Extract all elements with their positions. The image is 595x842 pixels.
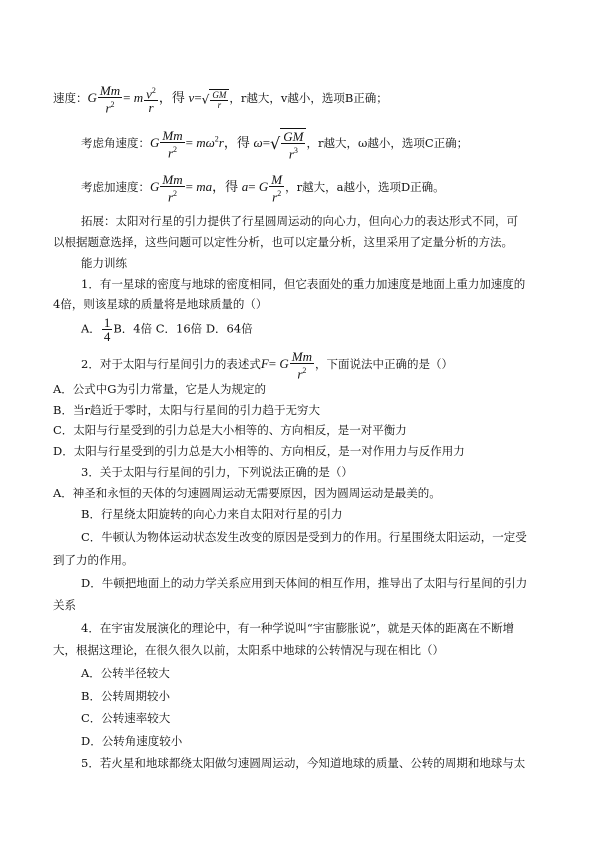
q2-stem (81, 350, 453, 380)
angular-conclusion: ，r越大，ω越小，选项C正确； (306, 136, 469, 151)
q2-option-b: B．当r趋近于零时，太阳与行星间的引力趋于无穷大 (53, 403, 320, 417)
q1-option-a-fraction: $\frac{1}{4}$ (103, 315, 111, 344)
q5-stem: 5．若火星和地球都绕太阳做匀速圆周运动，今知道地球的质量、公转的周期和地球与太 (81, 756, 526, 770)
q2-stem-text: 2．对于太阳与行星间引力的表述式 (81, 357, 261, 372)
q3-option-d-2: 关系 (53, 598, 76, 612)
q4-option-a: A．公转半径较大 (81, 666, 170, 680)
q4-stem-2: 大，根据这理论，在很久很久以前，太阳系中地球的公转情况与现在相比（） (53, 643, 444, 657)
q2-formula: F= G $\frac{Mm}{r^2}$ (260, 349, 312, 382)
velocity-formula: G $\frac{Mm}{r^2}$ = m $\frac{v^2}{r}$ (87, 83, 156, 116)
acceleration-line: 考虑加速度：G $\frac{Mm}{r^2}$ = ma，得 a= G $\frac{M}{r^2}$ ，r越大，a越小，选项D正确。 (81, 172, 445, 205)
q2-option-d: D．太阳与行星受到的引力总是大小相等的、方向相反，是一对作用力与反作用力 (53, 444, 465, 458)
q3-stem: 3．关于太阳与行星间的引力，下列说法正确的是（） (81, 465, 353, 479)
velocity-conclusion: ，r越大，v越小，选项B正确； (229, 91, 388, 106)
q1-options-rest: B．4倍 C．16倍 D．64倍 (113, 321, 253, 336)
acceleration-formula: G $\frac{Mm}{r^2}$ = ma (150, 172, 213, 205)
velocity-result: v=√ $\frac{GM}{r}$ (189, 90, 230, 105)
acceleration-label: 考虑加速度： (81, 180, 150, 195)
q2-option-c: C．太阳与行星受到的引力总是大小相等的、方向相反，是一对平衡力 (53, 423, 407, 437)
q1-options (81, 316, 253, 343)
q1-stem-1: 1．有一星球的密度与地球的密度相同，但它表面处的重力加速度是地面上重力加速度的 (81, 277, 526, 291)
section-title: 能力训练 (81, 256, 127, 270)
velocity-label: 速度： (53, 91, 88, 106)
q2-option-a: A．公式中G为引力常量，它是人为规定的 (53, 382, 266, 396)
extension-line-2: 以根据题意选择，这些问题可以定性分析，也可以定量分析，这里采用了定量分析的方法。 (53, 235, 513, 249)
q4-option-d: D．公转角速度较小 (81, 734, 183, 748)
q4-option-c: C．公转速率较大 (81, 711, 171, 725)
q3-option-c-1: C．牛顿认为物体运动状态发生改变的原因是受到力的作用。行星围绕太阳运动，一定受 (81, 530, 527, 544)
q2-stem-tail: ，下面说法中正确的是（） (314, 357, 453, 372)
velocity-line: 速度：G $\frac{Mm}{r^2}$ = m $\frac{v^2}{r}$ ，得 v=√ $\frac{GM}{r}$ ，r越大，v越小，选项B正确； (53, 83, 388, 116)
angular-formula: G $\frac{Mm}{r^2}$ = $m\omega^2r$ (150, 128, 224, 161)
acceleration-result: a= G $\frac{M}{r^2}$ (241, 172, 283, 205)
q4-stem-1: 4．在宇宙发展演化的理论中，有一种学说叫“宇宙膨胀说”，就是天体的距离在不断增 (81, 621, 515, 635)
angular-result: ω=√ $\frac{GM}{r^3}$ (254, 135, 307, 150)
q3-option-a: A．神圣和永恒的天体的匀速圆周运动无需要原因，因为圆周运动是最美的。 (53, 486, 441, 500)
extension-line-1: 拓展：太阳对行星的引力提供了行星圆周运动的向心力，但向心力的表达形式不同，可 (81, 214, 518, 228)
q1-option-a-label: A． (81, 321, 101, 336)
angular-label: 考虑角速度： (81, 136, 150, 151)
acceleration-conclusion: ，r越大，a越小，选项D正确。 (285, 180, 445, 195)
q4-option-b: B．公转周期较小 (81, 689, 170, 703)
q3-option-c-2: 到了力的作用。 (53, 553, 134, 567)
q1-stem-2: 4倍，则该星球的质量将是地球质量的（） (53, 297, 268, 311)
angular-velocity-line: 考虑角速度：G $\frac{Mm}{r^2}$ = $m\omega^2r$，得 ω=√ $\frac{GM}{r^3}$ ，r越大，ω越小，选项C正确； (81, 128, 469, 162)
q3-option-d-1: D．牛顿把地面上的动力学关系应用到天体间的相互作用，推导出了太阳与行星间的引力 (81, 576, 528, 590)
q3-option-b: B．行星绕太阳旋转的向心力来自太阳对行星的引力 (81, 507, 343, 521)
